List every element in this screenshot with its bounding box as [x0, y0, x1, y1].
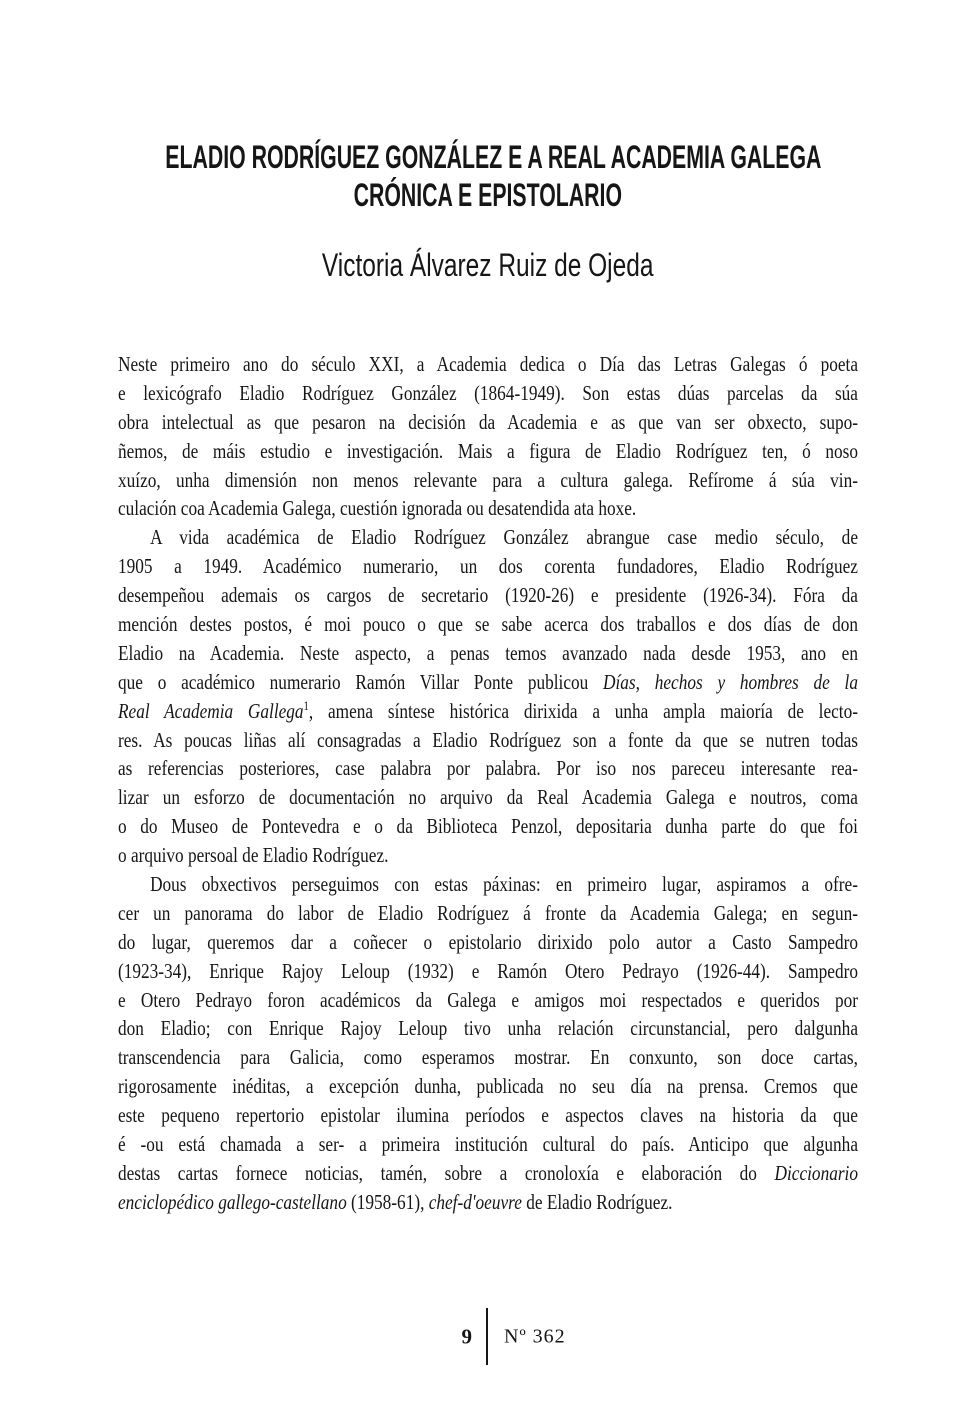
text-line [118, 697, 858, 726]
body-text-segment: 1905 a 1949. Académico numerario, un dos corenta fundadores, Eladio Rodríguez [118, 554, 858, 579]
paragraph [118, 523, 858, 870]
text-line [118, 1043, 858, 1072]
text-line [118, 408, 858, 437]
text-line [118, 812, 858, 841]
body-text-segment: destas cartas fornece noticias, tamén, sobre a cronoloxía e elaboración do [118, 1160, 775, 1185]
italic-text: chef-d'oeuvre [428, 1189, 522, 1214]
text-line [118, 1130, 858, 1159]
text-line [118, 1159, 858, 1188]
text-line [118, 1101, 858, 1130]
body-text-segment: o do Museo de Pontevedra e o da Biblioteca Penzol, depositaria dunha parte do que foi [118, 814, 858, 839]
body-text-segment: (1958-61), [346, 1189, 429, 1214]
body-text-segment: que o académico numerario Ramón Villar Ponte publicou [118, 669, 604, 694]
body-text-segment: (1923-34), Enrique Rajoy Leloup (1932) e Ramón Otero Pedrayo (1926-44). Sampedro [118, 958, 858, 983]
text-line [118, 610, 858, 639]
text-line [118, 523, 858, 552]
text-line [118, 437, 858, 466]
body-text-segment: este pequeno repertorio epistolar ilumina períodos e aspectos claves na historia da que [118, 1103, 858, 1128]
issue-number: Nº 362 [504, 1325, 566, 1347]
text-line [118, 1072, 858, 1101]
page-number: 9 [461, 1324, 472, 1348]
body-text-segment: res. As poucas liñas alí consagradas a Eladio Rodríguez son a fonte da que se nutren todas [118, 727, 858, 752]
text-line [118, 350, 858, 379]
paragraph [118, 350, 858, 523]
text-line [118, 466, 858, 495]
text-line [118, 1014, 858, 1043]
text-line [118, 379, 858, 408]
text-line [118, 639, 858, 668]
body-text-segment: Dous obxectivos perseguimos con estas páxinas: en primeiro lugar, aspiramos a ofre- [150, 872, 858, 897]
text-line [118, 986, 858, 1015]
text-line [118, 783, 858, 812]
body-text-segment: rigorosamente inéditas, a excepción dunha, publicada no seu día na prensa. Cremos que [118, 1074, 858, 1099]
body-text-segment: do lugar, queremos dar a coñecer o epistolario dirixido polo autor a Casto Sampedro [118, 929, 858, 954]
text-line [118, 870, 858, 899]
text-line [118, 1188, 858, 1217]
text-line [118, 841, 858, 870]
author-name-text: Victoria Álvarez Ruiz de Ojeda [321, 247, 654, 283]
text-line [118, 581, 858, 610]
page-title-line-2 [0, 179, 975, 211]
body-text-segment: xuízo, unha dimensión non menos relevante para a cultura galega. Refírome á súa vin- [118, 467, 858, 492]
body-text-segment: culación coa Academia Galega, cuestión ignorada ou desatendida ata hoxe. [118, 496, 637, 521]
page-title-text-1: ELADIO RODRÍGUEZ GONZÁLEZ E A REAL ACADEMIA GALEGA [165, 139, 822, 175]
italic-text: Diccionario [774, 1160, 858, 1185]
body-text-segment: desempeñou ademais os cargos de secretario (1920-26) e presidente (1926-34). Fóra da [118, 583, 858, 608]
text-line [118, 494, 858, 523]
body-text-segment: de Eladio Rodríguez. [521, 1189, 673, 1214]
footer-divider [486, 1308, 488, 1365]
body-text-segment: o arquivo persoal de Eladio Rodríguez. [118, 843, 389, 868]
text-line [118, 928, 858, 957]
text-line [118, 754, 858, 783]
body-text-segment: cer un panorama do labor de Eladio Rodríguez á fronte da Academia Galega; en segun- [118, 900, 858, 925]
body-text-segment: obra intelectual as que pesaron na decisión da Academia e as que van ser obxecto, supo- [118, 409, 858, 434]
italic-text: Días, hechos y hombres de la [603, 669, 858, 694]
body-text-segment: transcendencia para Galicia, como esperamos mostrar. En conxunto, son doce cartas, [118, 1045, 858, 1070]
italic-text: Real Academia Gallega [118, 698, 304, 723]
text-line [118, 957, 858, 986]
paragraph [118, 870, 858, 1217]
page-title-line-1 [0, 141, 975, 173]
author-name [0, 249, 975, 281]
body-text-segment: é -ou está chamada a ser- a primeira institución cultural do país. Anticipo que algunha [118, 1132, 858, 1157]
body-text-segment: mención destes postos, é moi pouco o que se sabe acerca dos traballos e dos días de don [118, 612, 858, 637]
text-line [118, 552, 858, 581]
body-text-segment: as referencias posteriores, case palabra por palabra. Por iso nos pareceu interesante rea- [118, 756, 858, 781]
text-line [118, 899, 858, 928]
body-text-segment: Eladio na Academia. Neste aspecto, a penas temos avanzado nada desde 1953, ano en [118, 640, 858, 665]
page-footer [0, 1308, 975, 1365]
body-text-segment: don Eladio; con Enrique Rajoy Leloup tivo unha relación circunstancial, pero dalgunha [118, 1016, 858, 1041]
body-text-segment: , amena síntese histórica dirixida a unha ampla maioría de lecto- [308, 698, 858, 723]
italic-text: enciclopédico gallego-castellano [118, 1189, 347, 1214]
body-text-segment: A vida académica de Eladio Rodríguez González abrangue case medio século, de [150, 525, 858, 550]
body-text-segment: lizar un esforzo de documentación no arquivo da Real Academia Galega e noutros, coma [118, 785, 858, 810]
body-text-segment: ñemos, de máis estudio e investigación. Mais a figura de Eladio Rodríguez ten, ó noso [118, 438, 858, 463]
body-text-segment: e lexicógrafo Eladio Rodríguez González (1864-1949). Son estas dúas parcelas da súa [118, 380, 858, 405]
body-text [118, 350, 858, 1217]
footnote-reference: 1 [303, 697, 309, 713]
text-line [118, 726, 858, 755]
text-line [118, 668, 858, 697]
page-title-text-2: CRÓNICA E EPISTOLARIO [353, 177, 622, 213]
article-body [118, 350, 858, 1217]
body-text-segment: e Otero Pedrayo foron académicos da Galega e amigos moi respectados e queridos por [118, 987, 858, 1012]
body-text-segment: Neste primeiro ano do século XXI, a Academia dedica o Día das Letras Galegas ó poeta [118, 352, 858, 376]
